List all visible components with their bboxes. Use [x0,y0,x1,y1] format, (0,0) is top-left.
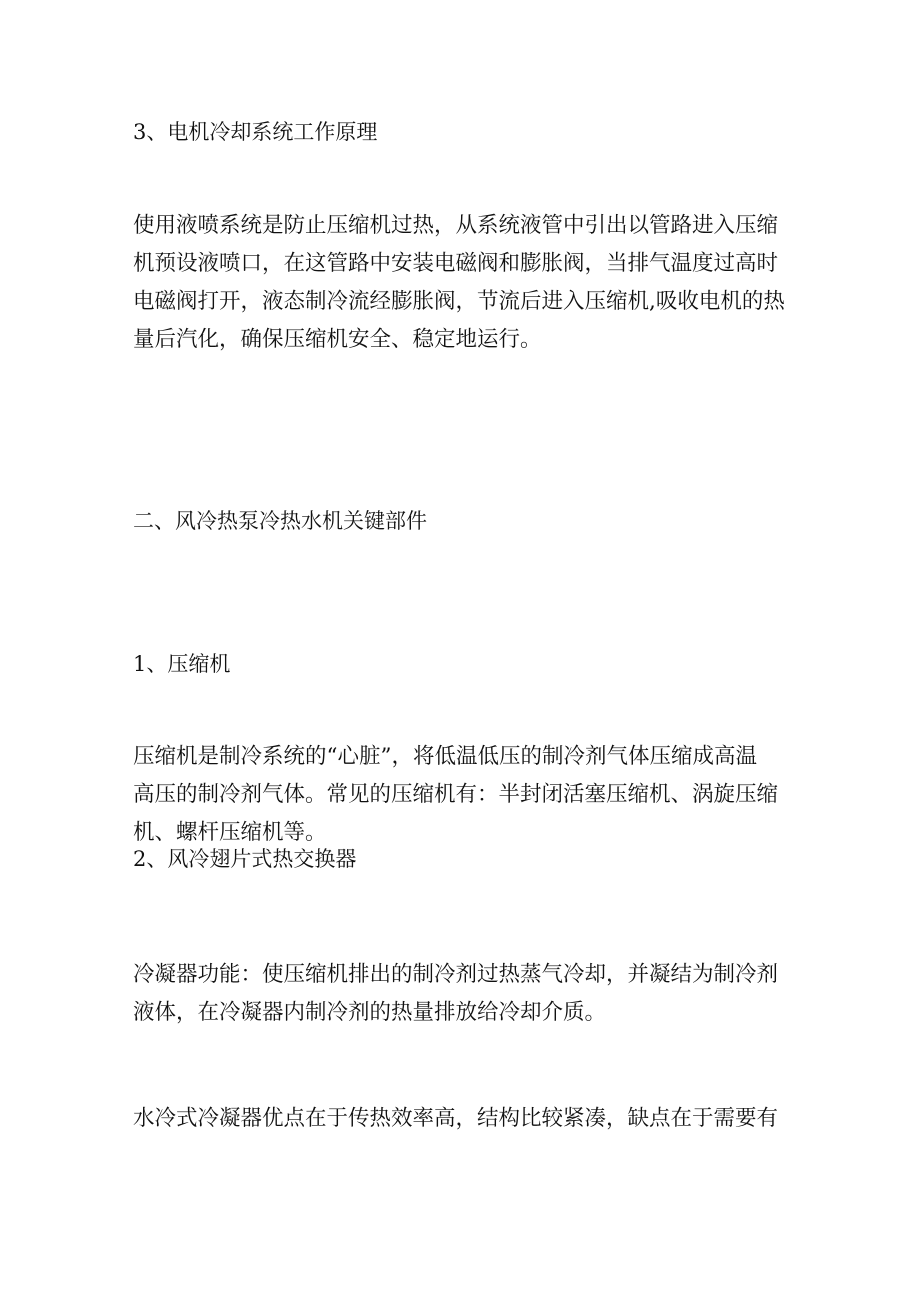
paragraph-line: 使用液喷系统是防止压缩机过热，从系统液管中引出以管路进入压缩 [133,213,779,238]
paragraph-line: 机预设液喷口，在这管路中安装电磁阀和膨胀阀，当排气温度过高时 [133,251,779,276]
water-cooled-paragraph [133,1100,793,1138]
paragraph-line: 冷凝器功能：使压缩机排出的制冷剂过热蒸气冷却，并凝结为制冷剂 [133,962,779,987]
compressor-paragraph [133,738,793,852]
paragraph-line: 高压的制冷剂气体。常见的压缩机有：半封闭活塞压缩机、涡旋压缩 [133,782,779,807]
paragraph-line: 水冷式冷凝器优点在于传热效率高，结构比较紧凑，缺点在于需要有 [133,1106,779,1131]
paragraph-line: 量后汽化，确保压缩机安全、稳定地运行。 [133,327,542,352]
item2-heading: 2、风冷翅片式热交换器 [133,847,357,871]
item1-heading: 1、压缩机 [133,652,231,676]
paragraph-line: 电磁阀打开，液态制冷流经膨胀阀，节流后进入压缩机,吸收电机的热 [133,289,785,314]
condenser-paragraph [133,956,793,1032]
paragraph-line: 机、螺杆压缩机等。 [133,820,327,845]
paragraph-line: 液体，在冷凝器内制冷剂的热量排放给冷却介质。 [133,1000,607,1025]
section3-heading: 3、电机冷却系统工作原理 [133,120,378,144]
part2-heading: 二、风冷热泵冷热水机关键部件 [133,509,427,533]
paragraph-line: 压缩机是制冷系统的“心脏”，将低温低压的制冷剂气体压缩成高温 [133,744,757,769]
section3-paragraph [133,207,793,359]
